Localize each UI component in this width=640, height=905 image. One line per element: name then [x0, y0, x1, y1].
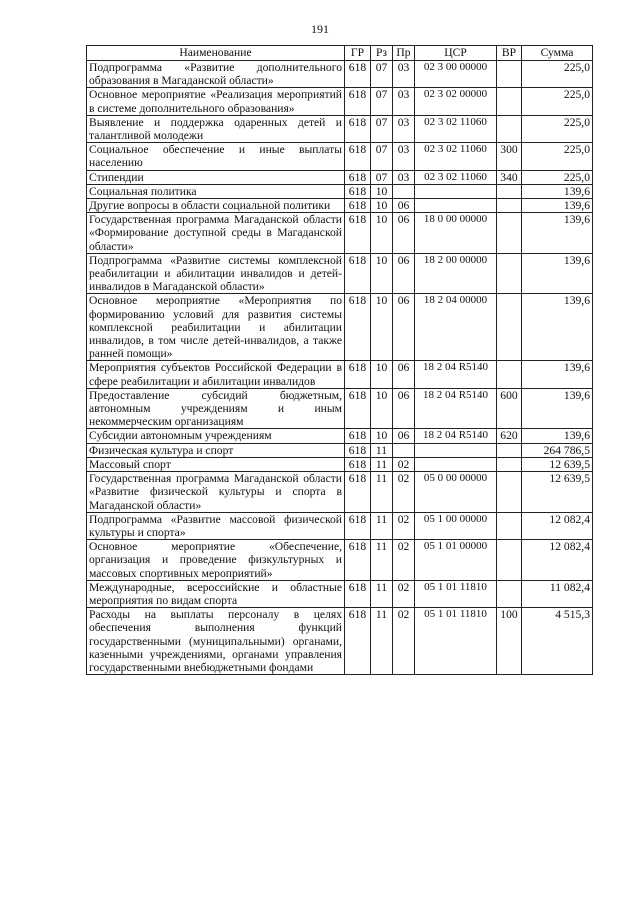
header-pr: Пр: [393, 46, 415, 61]
cell-gr: 618: [345, 608, 371, 675]
table-row: [87, 457, 593, 471]
cell-name: Другие вопросы в области социальной политики: [87, 199, 345, 213]
cell-sum: 139,6: [522, 199, 593, 213]
cell-name: Выявление и поддержка одаренных детей и талантливой молодежи: [87, 115, 345, 142]
cell-vr: [497, 472, 522, 513]
cell-gr: 618: [345, 361, 371, 388]
cell-sum: 139,6: [522, 253, 593, 294]
cell-vr: [497, 540, 522, 581]
cell-csr: 02 3 02 11060: [415, 143, 497, 170]
cell-sum: 139,6: [522, 213, 593, 254]
cell-rz: 10: [371, 388, 393, 429]
cell-gr: 618: [345, 294, 371, 361]
table-row: [87, 184, 593, 198]
cell-gr: 618: [345, 213, 371, 254]
cell-rz: 11: [371, 540, 393, 581]
cell-pr: 02: [393, 512, 415, 539]
table-row: [87, 608, 593, 675]
cell-gr: 618: [345, 512, 371, 539]
cell-gr: 618: [345, 540, 371, 581]
cell-sum: 139,6: [522, 294, 593, 361]
table-row: [87, 388, 593, 429]
table-row: [87, 253, 593, 294]
cell-pr: 02: [393, 472, 415, 513]
cell-rz: 07: [371, 88, 393, 115]
cell-sum: 139,6: [522, 429, 593, 443]
cell-gr: 618: [345, 443, 371, 457]
cell-name: Основное мероприятие «Реализация мероприятий в системе дополнительного образования»: [87, 88, 345, 115]
cell-gr: 618: [345, 143, 371, 170]
cell-sum: 264 786,5: [522, 443, 593, 457]
cell-sum: 12 639,5: [522, 472, 593, 513]
cell-csr: 02 3 02 00000: [415, 88, 497, 115]
cell-gr: 618: [345, 253, 371, 294]
cell-csr: 18 2 04 R5140: [415, 361, 497, 388]
table-row: [87, 88, 593, 115]
cell-gr: 618: [345, 429, 371, 443]
table-row: [87, 580, 593, 607]
cell-rz: 10: [371, 294, 393, 361]
cell-vr: [497, 115, 522, 142]
cell-pr: 03: [393, 170, 415, 184]
cell-rz: 11: [371, 580, 393, 607]
table-body: [87, 61, 593, 675]
cell-name: Подпрограмма «Развитие массовой физической культуры и спорта»: [87, 512, 345, 539]
header-vr: ВР: [497, 46, 522, 61]
cell-vr: [497, 361, 522, 388]
cell-pr: 02: [393, 457, 415, 471]
cell-name: Подпрограмма «Развитие дополнительного образования в Магаданской области»: [87, 61, 345, 88]
table-row: [87, 294, 593, 361]
cell-rz: 07: [371, 61, 393, 88]
cell-vr: [497, 512, 522, 539]
cell-csr: 05 1 01 11810: [415, 608, 497, 675]
table-row: [87, 472, 593, 513]
cell-rz: 11: [371, 457, 393, 471]
cell-csr: 02 3 02 11060: [415, 115, 497, 142]
cell-pr: 03: [393, 143, 415, 170]
cell-sum: 225,0: [522, 88, 593, 115]
cell-name: Расходы на выплаты персоналу в целях обеспечения выполнения функций государственными (муниципальными) органами, казенными учреждениями, органами управления государственными внебюджетными фондами: [87, 608, 345, 675]
header-name: Наименование: [87, 46, 345, 61]
cell-csr: 05 1 01 00000: [415, 540, 497, 581]
cell-pr: 02: [393, 580, 415, 607]
cell-sum: 12 639,5: [522, 457, 593, 471]
cell-pr: 06: [393, 253, 415, 294]
cell-pr: [393, 443, 415, 457]
cell-sum: 139,6: [522, 388, 593, 429]
cell-csr: [415, 199, 497, 213]
header-row: [87, 46, 593, 61]
cell-vr: [497, 457, 522, 471]
header-rz: Рз: [371, 46, 393, 61]
cell-vr: [497, 199, 522, 213]
cell-vr: [497, 294, 522, 361]
table-row: [87, 213, 593, 254]
table-row: [87, 115, 593, 142]
cell-csr: [415, 184, 497, 198]
cell-name: Физическая культура и спорт: [87, 443, 345, 457]
cell-rz: 11: [371, 512, 393, 539]
cell-name: Мероприятия субъектов Российской Федерации в сфере реабилитации и абилитации инвалидов: [87, 361, 345, 388]
cell-sum: 12 082,4: [522, 540, 593, 581]
cell-vr: [497, 443, 522, 457]
cell-name: Основное мероприятие «Обеспечение, организация и проведение физкультурных и массовых спортивных мероприятий»: [87, 540, 345, 581]
cell-rz: 07: [371, 143, 393, 170]
table-row: [87, 199, 593, 213]
cell-gr: 618: [345, 580, 371, 607]
cell-rz: 10: [371, 429, 393, 443]
cell-rz: 10: [371, 361, 393, 388]
cell-rz: 10: [371, 184, 393, 198]
cell-name: Субсидии автономным учреждениям: [87, 429, 345, 443]
cell-vr: 100: [497, 608, 522, 675]
cell-name: Стипендии: [87, 170, 345, 184]
cell-sum: 139,6: [522, 184, 593, 198]
cell-csr: 02 3 00 00000: [415, 61, 497, 88]
cell-vr: 340: [497, 170, 522, 184]
cell-csr: 05 0 00 00000: [415, 472, 497, 513]
cell-name: Государственная программа Магаданской области «Формирование доступной среды в Магаданской области»: [87, 213, 345, 254]
header-sum: Сумма: [522, 46, 593, 61]
cell-csr: [415, 443, 497, 457]
cell-gr: 618: [345, 199, 371, 213]
budget-table: [86, 45, 593, 675]
table-row: [87, 512, 593, 539]
cell-rz: 10: [371, 253, 393, 294]
cell-sum: 12 082,4: [522, 512, 593, 539]
cell-gr: 618: [345, 472, 371, 513]
cell-pr: 02: [393, 608, 415, 675]
cell-pr: 02: [393, 540, 415, 581]
cell-gr: 618: [345, 184, 371, 198]
header-gr: ГР: [345, 46, 371, 61]
table-row: [87, 361, 593, 388]
cell-csr: 18 0 00 00000: [415, 213, 497, 254]
cell-pr: 06: [393, 361, 415, 388]
cell-vr: [497, 184, 522, 198]
cell-vr: [497, 580, 522, 607]
cell-pr: 06: [393, 213, 415, 254]
table-row: [87, 443, 593, 457]
cell-pr: 03: [393, 61, 415, 88]
cell-vr: 600: [497, 388, 522, 429]
cell-name: Подпрограмма «Развитие системы комплексной реабилитации и абилитации инвалидов и детей-инвалидов в Магаданской области»: [87, 253, 345, 294]
cell-gr: 618: [345, 457, 371, 471]
cell-gr: 618: [345, 88, 371, 115]
cell-vr: [497, 61, 522, 88]
cell-sum: 11 082,4: [522, 580, 593, 607]
table-row: [87, 61, 593, 88]
cell-vr: [497, 253, 522, 294]
cell-gr: 618: [345, 61, 371, 88]
cell-name: Основное мероприятие «Мероприятия по формированию условий для развития системы комплексной реабилитации и абилитации инвалидов, в том числе детей-инвалидов, а также ранней помощи»: [87, 294, 345, 361]
cell-vr: 620: [497, 429, 522, 443]
table-row: [87, 170, 593, 184]
cell-sum: 4 515,3: [522, 608, 593, 675]
cell-sum: 225,0: [522, 143, 593, 170]
cell-pr: 06: [393, 199, 415, 213]
cell-gr: 618: [345, 170, 371, 184]
page-number: 191: [311, 22, 329, 36]
cell-rz: 10: [371, 213, 393, 254]
cell-pr: 06: [393, 429, 415, 443]
cell-csr: 18 2 04 00000: [415, 294, 497, 361]
cell-gr: 618: [345, 115, 371, 142]
cell-sum: 225,0: [522, 115, 593, 142]
cell-csr: 18 2 00 00000: [415, 253, 497, 294]
cell-pr: 06: [393, 294, 415, 361]
cell-csr: 18 2 04 R5140: [415, 388, 497, 429]
cell-pr: [393, 184, 415, 198]
cell-csr: 05 1 01 11810: [415, 580, 497, 607]
cell-rz: 07: [371, 115, 393, 142]
cell-rz: 10: [371, 199, 393, 213]
cell-sum: 225,0: [522, 170, 593, 184]
cell-name: Государственная программа Магаданской области «Развитие физической культуры и спорта в Магаданской области»: [87, 472, 345, 513]
cell-pr: 03: [393, 115, 415, 142]
cell-rz: 11: [371, 443, 393, 457]
cell-name: Массовый спорт: [87, 457, 345, 471]
cell-vr: [497, 88, 522, 115]
cell-sum: 139,6: [522, 361, 593, 388]
cell-name: Социальное обеспечение и иные выплаты населению: [87, 143, 345, 170]
cell-csr: 05 1 00 00000: [415, 512, 497, 539]
cell-name: Международные, всероссийские и областные мероприятия по видам спорта: [87, 580, 345, 607]
cell-gr: 618: [345, 388, 371, 429]
cell-name: Предоставление субсидий бюджетным, автономным учреждениям и иным некоммерческим организациям: [87, 388, 345, 429]
cell-rz: 11: [371, 608, 393, 675]
table-row: [87, 143, 593, 170]
cell-vr: [497, 213, 522, 254]
cell-rz: 11: [371, 472, 393, 513]
cell-csr: 02 3 02 11060: [415, 170, 497, 184]
header-csr: ЦСР: [415, 46, 497, 61]
cell-sum: 225,0: [522, 61, 593, 88]
cell-vr: 300: [497, 143, 522, 170]
cell-csr: [415, 457, 497, 471]
table-row: [87, 540, 593, 581]
cell-pr: 03: [393, 88, 415, 115]
cell-csr: 18 2 04 R5140: [415, 429, 497, 443]
table-row: [87, 429, 593, 443]
table-header: [87, 46, 593, 61]
cell-rz: 07: [371, 170, 393, 184]
cell-pr: 06: [393, 388, 415, 429]
cell-name: Социальная политика: [87, 184, 345, 198]
